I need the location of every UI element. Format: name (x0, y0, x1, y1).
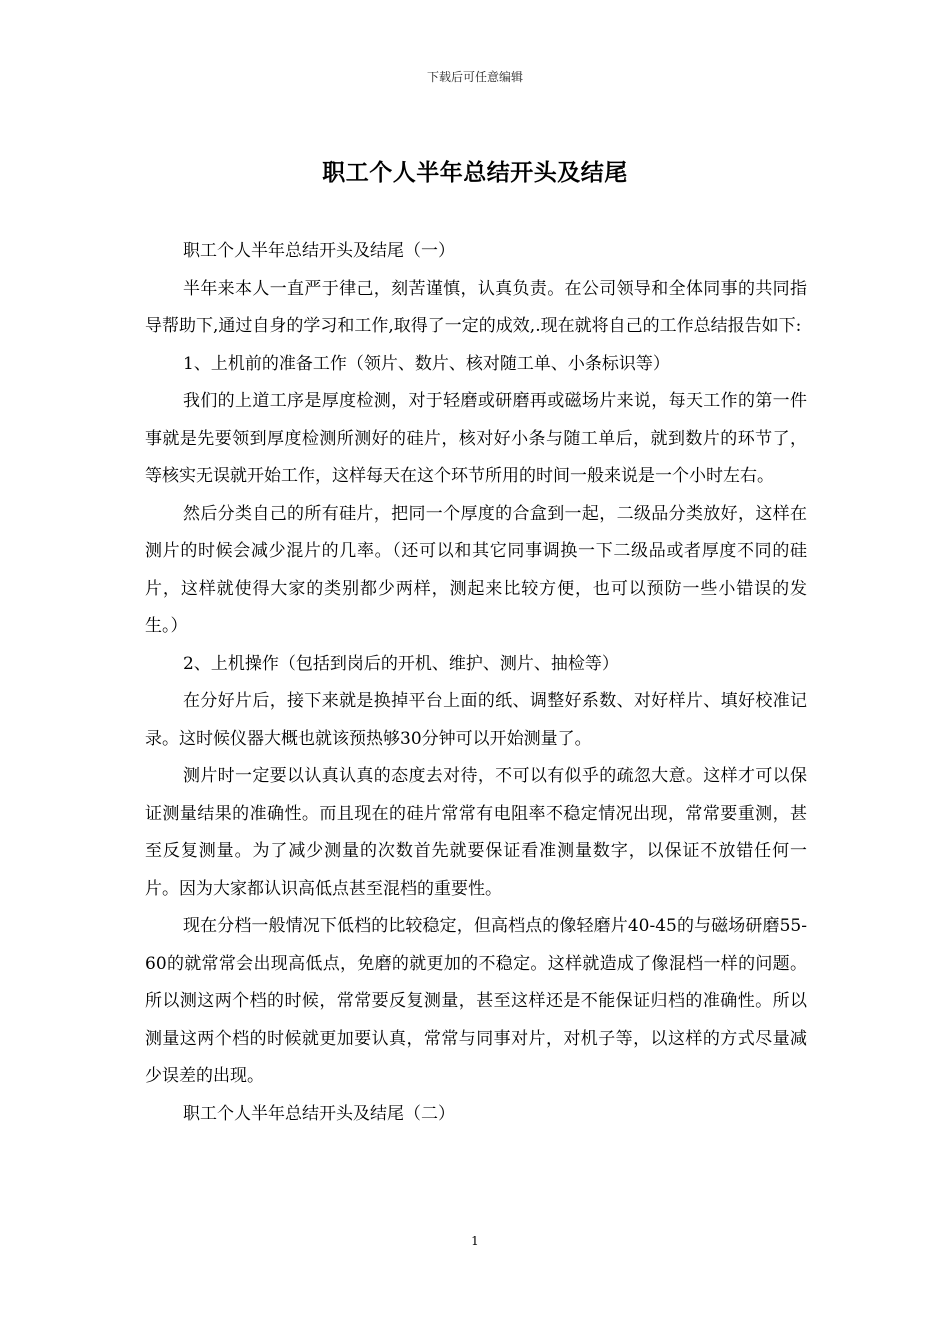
section-heading-2: 职工个人半年总结开头及结尾（二） (183, 1103, 455, 1124)
paragraph: 然后分类自己的所有硅片，把同一个厚度的合盒到一起，二级品分类放好，这样在测片的时候会减少混片的几率。（还可以和其它同事调换一下二级品或者厚度不同的硅片，这样就使得大家的类别都少两样，测起来比较方便，也可以预防一些小错误的发生。） (145, 503, 807, 636)
paragraph: 测片时一定要以认真认真的态度去对待，不可以有似乎的疏忽大意。这样才可以保证测量结果的准确性。而且现在的硅片常常有电阻率不稳定情况出现，常常要重测，甚至反复测量。为了减少测量的次数首先就要保证看准测量数字，以保证不放错任何一片。因为大家都认识高低点甚至混档的重要性。 (145, 766, 807, 899)
header-note: 下载后可任意编辑 (426, 70, 523, 84)
subheading: 2、上机操作（包括到岗后的开机、维护、测片、抽检等） (183, 653, 619, 674)
document-title: 职工个人半年总结开头及结尾 (322, 159, 628, 186)
paragraph: 现在分档一般情况下低档的比较稳定，但高档点的像轻磨片40-45的与磁场研磨55-60的就常常会出现高低点，免磨的就更加的不稳定。这样就造成了像混档一样的问题。所以测这两个档的时候，常常要反复测量，甚至这样还是不能保证归档的准确性。所以测量这两个档的时候就更加要认真，常常与同事对片，对机子等，以这样的方式尽量减少误差的出现。 (145, 916, 807, 1086)
section-heading-1: 职工个人半年总结开头及结尾（一） (183, 241, 455, 261)
document-body (145, 233, 807, 1133)
subheading: 1、上机前的准备工作（领片、数片、核对随工单、小条标识等） (183, 353, 670, 374)
paragraph: 我们的上道工序是厚度检测，对于轻磨或研磨再或磁场片来说，每天工作的第一件事就是先要领到厚度检测所测好的硅片，核对好小条与随工单后，就到数片的环节了，等核实无误就开始工作，这样每天在这个环节所用的时间一般来说是一个小时左右。 (145, 391, 807, 486)
page-number: 1 (471, 1234, 479, 1248)
paragraph: 半年来本人一直严于律己，刻苦谨慎，认真负责。在公司领导和全体同事的共同指导帮助下,通过自身的学习和工作,取得了一定的成效,.现在就将自己的工作总结报告如下: (145, 278, 807, 336)
paragraph: 在分好片后，接下来就是换掉平台上面的纸、调整好系数、对好样片、填好校准记录。这时候仪器大概也就该预热够30分钟可以开始测量了。 (145, 691, 807, 749)
